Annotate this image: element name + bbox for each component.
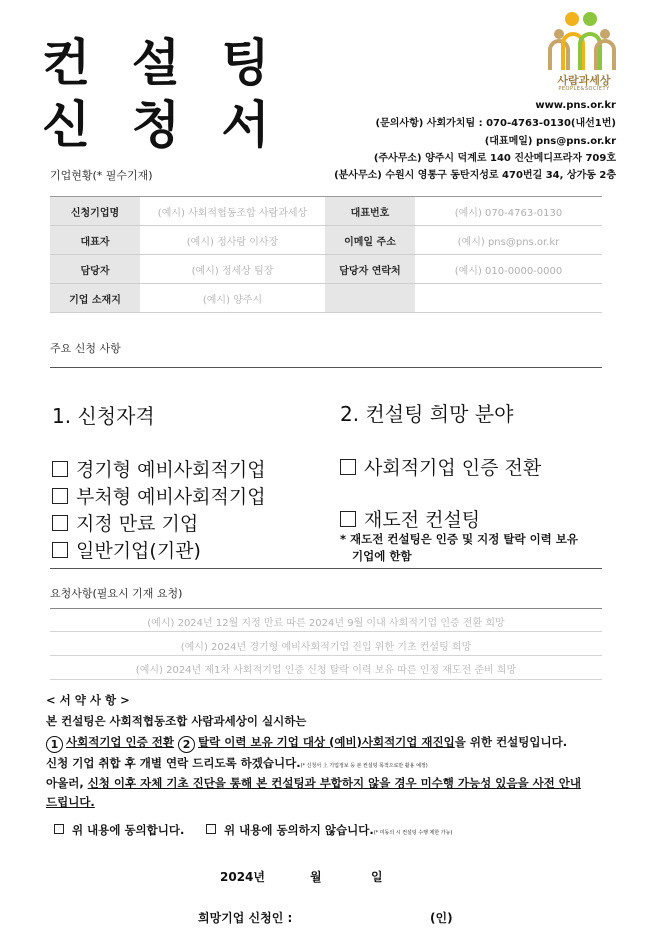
logo-name: 사람과세상 bbox=[557, 74, 611, 87]
agreement-line-1: 본 컨설팅은 사회적협동조합 사람과세상이 실시하는 bbox=[46, 714, 307, 728]
checkbox-icon[interactable] bbox=[340, 511, 356, 527]
email-field[interactable]: (예시) pns@pns.or.kr bbox=[415, 226, 602, 255]
phone-field[interactable]: (예시) 070-4763-0130 bbox=[415, 197, 602, 226]
number-2-icon: 2 bbox=[178, 736, 195, 753]
table-row bbox=[50, 197, 602, 226]
agreement-line-2: 1 사회적기업 인증 전환 2 탈락 이력 보유 기업 대상 (예비)사회적기업 재진입을 위한 컨설팅입니다. bbox=[46, 736, 567, 753]
request-example-3[interactable]: (예시) 2024년 제1차 사회적기업 인증 신청 탈락 이력 보유 따른 인정 재도전 준비 희망 bbox=[135, 665, 517, 676]
company-name-field[interactable]: (예시) 사회적협동조합 사람과세상 bbox=[140, 197, 325, 226]
contact-inquiry: (문의사항) 사회가치팀 : 070-4763-0130(내선1번) bbox=[375, 118, 616, 129]
section-divider bbox=[50, 568, 602, 569]
document-title-line2: 신 청 서 bbox=[42, 96, 282, 154]
applicant-label: 희망기업 신청인 : bbox=[198, 911, 293, 925]
seal-mark[interactable]: (인) bbox=[430, 911, 453, 925]
field-note: * 재도전 컨설팅은 인증 및 지정 탈락 이력 보유 기업에 한함 bbox=[340, 532, 579, 563]
agree-option[interactable]: 위 내용에 동의합니다. bbox=[54, 824, 184, 837]
agreement-line-3: 신청 기업 취합 후 개별 연락 드리도록 하겠습니다.(* 신청서 上 기업정보 등 본 컨설팅 목적으로만 활용 예정) bbox=[46, 756, 428, 770]
location-label: 기업 소재지 bbox=[50, 284, 140, 313]
checkbox-icon[interactable] bbox=[54, 824, 64, 834]
signature-month[interactable]: 월 bbox=[310, 870, 322, 884]
logo-subtitle: PEOPLE&SOCIETY bbox=[558, 86, 610, 92]
checkbox-icon[interactable] bbox=[52, 515, 68, 531]
manager-contact-field[interactable]: (예시) 010-0000-0000 bbox=[415, 255, 602, 284]
qualification-option-4[interactable]: 일반기업(기관) bbox=[52, 536, 201, 563]
table-row bbox=[50, 255, 602, 284]
checkbox-icon[interactable] bbox=[52, 488, 68, 504]
table-row bbox=[50, 226, 602, 255]
signature-year[interactable]: 2024년 bbox=[220, 870, 265, 884]
request-example-2[interactable]: (예시) 2024년 경기형 예비사회적기업 진입 위한 기초 컨설팅 희망 bbox=[180, 642, 472, 653]
signature-day[interactable]: 일 bbox=[371, 870, 383, 884]
agreement-line-5: 드립니다. bbox=[46, 795, 95, 809]
manager-contact-label: 담당자 연락처 bbox=[325, 255, 415, 284]
agreement-heading: < 서 약 사 항 > bbox=[46, 693, 130, 707]
section-divider bbox=[50, 367, 602, 368]
organization-logo bbox=[548, 10, 620, 94]
company-section-label: 기업현황(* 필수기재) bbox=[50, 169, 153, 182]
contact-email: (대표메일) pns@pns.or.kr bbox=[484, 136, 616, 147]
qualification-option-1[interactable]: 경기형 예비사회적기업 bbox=[52, 455, 266, 482]
qualification-heading: 1. 신청자격 bbox=[52, 404, 155, 428]
checkbox-icon[interactable] bbox=[52, 542, 68, 558]
ceo-label: 대표자 bbox=[50, 226, 140, 255]
company-info-table bbox=[50, 196, 602, 313]
line-divider bbox=[50, 679, 602, 680]
qualification-option-3[interactable]: 지정 만료 기업 bbox=[52, 509, 198, 536]
number-1-icon: 1 bbox=[46, 736, 63, 753]
phone-label: 대표번호 bbox=[325, 197, 415, 226]
table-row bbox=[50, 284, 602, 313]
main-office-address: (주사무소) 양주시 덕계로 140 진산메디프라자 709호 bbox=[373, 153, 616, 164]
field-option-1[interactable]: 사회적기업 인증 전환 bbox=[340, 453, 541, 480]
field-heading: 2. 컨설팅 희망 분야 bbox=[340, 402, 514, 426]
field-option-2[interactable]: 재도전 컨설팅 bbox=[340, 505, 480, 532]
people-logo-icon bbox=[548, 10, 620, 72]
main-section-label: 주요 신청 사항 bbox=[50, 342, 121, 355]
branch-office-address: (분사무소) 수원시 영통구 동탄지성로 470번길 34, 상가동 2층 bbox=[334, 170, 616, 181]
request-example-1[interactable]: (예시) 2024년 12월 지정 만료 따른 2024년 9월 이내 사회적기업 인증 전환 희망 bbox=[147, 618, 505, 629]
empty-field bbox=[415, 284, 602, 313]
manager-label: 담당자 bbox=[50, 255, 140, 284]
agreement-line-4: 아울러, 신청 이후 자체 기초 진단을 통해 본 컨설팅과 부합하지 않을 경우 미수행 가능성 있음을 사전 안내 bbox=[46, 776, 582, 790]
location-field[interactable]: (예시) 양주시 bbox=[140, 284, 325, 313]
request-section-label: 요청사항(필요시 기재 요청) bbox=[50, 587, 183, 600]
empty-cell bbox=[325, 284, 415, 313]
website-url: www.pns.or.kr bbox=[535, 100, 616, 111]
manager-field[interactable]: (예시) 정세상 팀장 bbox=[140, 255, 325, 284]
email-label: 이메일 주소 bbox=[325, 226, 415, 255]
section-divider bbox=[50, 608, 602, 609]
qualification-option-2[interactable]: 부처형 예비사회적기업 bbox=[52, 482, 266, 509]
company-name-label: 신청기업명 bbox=[50, 197, 140, 226]
ceo-field[interactable]: (예시) 정사람 이사장 bbox=[140, 226, 325, 255]
checkbox-icon[interactable] bbox=[340, 459, 356, 475]
checkbox-icon[interactable] bbox=[52, 461, 68, 477]
line-divider bbox=[50, 631, 602, 632]
checkbox-icon[interactable] bbox=[206, 824, 216, 834]
line-divider bbox=[50, 655, 602, 656]
document-title-line1: 컨 설 팅 bbox=[42, 34, 282, 92]
disagree-option[interactable]: 위 내용에 동의하지 않습니다.(* 미동의 시 컨설팅 수행 제한 가능) bbox=[206, 824, 452, 837]
